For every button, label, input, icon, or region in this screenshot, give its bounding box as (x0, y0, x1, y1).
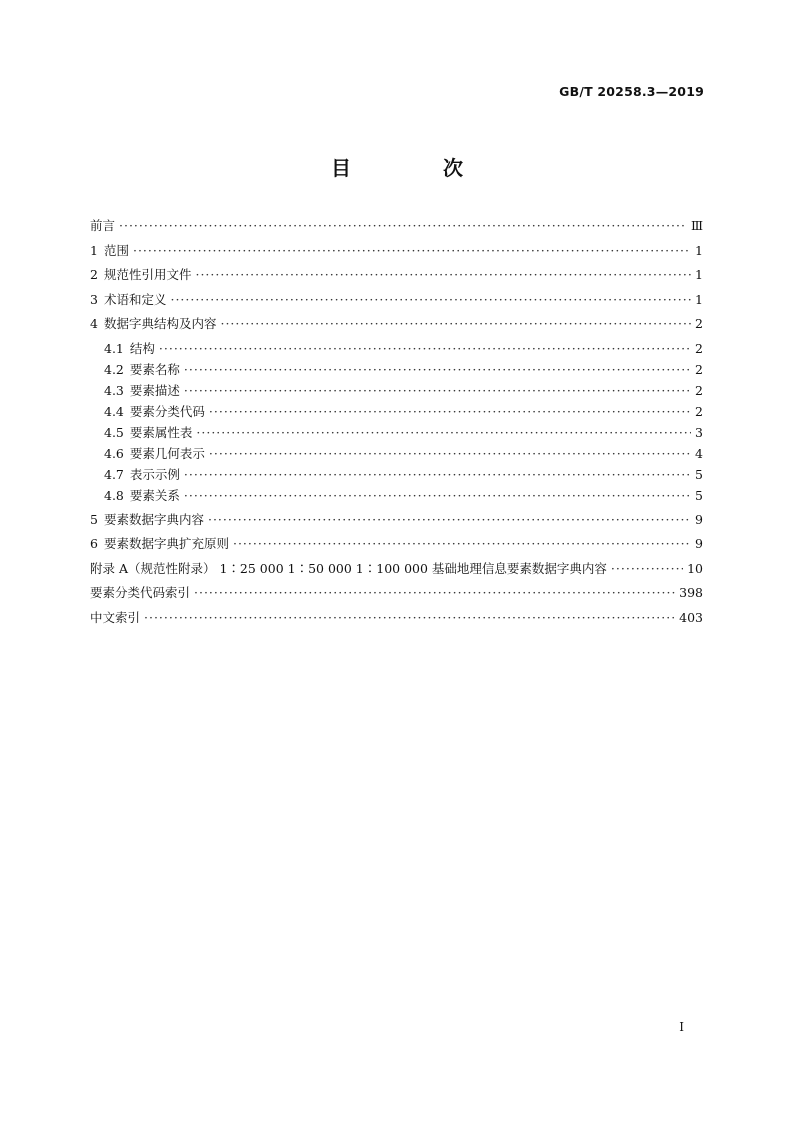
toc-leader-dots (184, 362, 691, 377)
toc-entry-page: 3 (695, 424, 703, 440)
toc-entry-title: 要素名称 (129, 361, 180, 377)
toc-entry-title: 规范性引用文件 (103, 267, 192, 282)
toc-leader-dots (611, 561, 683, 576)
toc-leader-dots (220, 316, 691, 331)
toc-entry-number: 5 (90, 511, 98, 527)
toc-entry-number: 3 (90, 291, 98, 307)
toc-entry[interactable] (90, 510, 703, 535)
toc-entry-page: 2 (695, 340, 703, 356)
toc-leader-dots (119, 218, 687, 233)
toc-entry-title: 前言 (90, 218, 116, 233)
toc-entry-page: 2 (695, 403, 703, 419)
toc-subentry[interactable] (90, 339, 703, 360)
toc-leader-dots (233, 536, 691, 551)
toc-entry-title: 要素分类代码索引 (90, 585, 191, 600)
toc-subentry[interactable] (90, 444, 703, 465)
toc-entry-title: 附录 A（规范性附录） 1∶25 000 1∶50 000 1∶100 000 基础地理信息要素数据字典内容 (90, 560, 607, 576)
toc-entry-number: 4.6 (104, 445, 124, 461)
toc-leader-dots (208, 512, 691, 527)
toc-entry[interactable] (90, 314, 703, 339)
toc-entry-page: 4 (695, 445, 703, 461)
toc-entry-page: 2 (695, 361, 703, 377)
toc-entry-page: 9 (695, 511, 703, 527)
toc-subentry[interactable] (90, 486, 703, 507)
toc-subentry[interactable] (90, 381, 703, 402)
toc-entry-page: 2 (695, 316, 703, 331)
toc-subentry[interactable] (90, 465, 703, 486)
toc-entry-number: 4.5 (104, 424, 124, 440)
toc-leader-dots (209, 446, 691, 461)
toc-entry[interactable] (90, 216, 703, 241)
toc-entry[interactable] (90, 534, 703, 559)
toc-leader-dots (196, 425, 691, 440)
toc-entry-page: 398 (679, 585, 703, 600)
toc-entry-chinese-index[interactable] (90, 608, 703, 633)
toc-entry-title: 要素描述 (129, 382, 180, 398)
toc-entry-page: 5 (695, 466, 703, 482)
toc-entry-title: 要素分类代码 (129, 403, 205, 419)
toc-entry-title: 要素关系 (129, 487, 180, 503)
toc-entry-number: 2 (90, 267, 98, 282)
toc-entry-page: 2 (695, 382, 703, 398)
toc-leader-dots (184, 467, 691, 482)
toc-entry-page: 403 (679, 609, 703, 625)
toc-entry-page: 5 (695, 487, 703, 503)
toc-leader-dots (144, 610, 675, 625)
toc-entry[interactable] (90, 290, 703, 315)
toc-entry-title: 要素属性表 (129, 424, 193, 440)
toc-leader-dots (209, 404, 691, 419)
toc-entry-page: 9 (695, 536, 703, 551)
toc-entry-title: 术语和定义 (103, 291, 167, 307)
toc-entry-number: 4.8 (104, 487, 124, 503)
toc-leader-dots (184, 383, 691, 398)
toc-entry-number: 4.1 (104, 340, 124, 356)
toc-entry-page: 1 (695, 291, 703, 307)
standard-code: GB/T 20258.3—2019 (559, 84, 704, 99)
toc-entry-title: 范围 (103, 242, 129, 258)
toc-leader-dots (133, 243, 691, 258)
toc-entry-title: 要素数据字典扩充原则 (103, 536, 229, 551)
table-of-contents (90, 216, 703, 632)
toc-entry-number: 4.2 (104, 361, 124, 377)
toc-entry-page: 1 (695, 242, 703, 258)
toc-entry-title: 要素数据字典内容 (103, 511, 204, 527)
toc-entry-number: 4.4 (104, 403, 124, 419)
toc-subentry[interactable] (90, 402, 703, 423)
toc-entry-title: 数据字典结构及内容 (103, 316, 217, 331)
toc-leader-dots (184, 488, 691, 503)
toc-entry-page: 10 (687, 560, 703, 576)
toc-leader-dots (159, 341, 691, 356)
page-number: I (679, 1020, 684, 1034)
toc-leader-dots (195, 267, 691, 282)
toc-entry-page: Ⅲ (690, 218, 703, 233)
toc-entry-number: 1 (90, 242, 98, 258)
toc-entry-title: 中文索引 (90, 609, 141, 625)
toc-subentry[interactable] (90, 423, 703, 444)
toc-entry-number: 6 (90, 536, 98, 551)
toc-entry-title: 要素几何表示 (129, 445, 205, 461)
toc-entry-code-index[interactable] (90, 583, 703, 608)
toc-entry-number: 4.3 (104, 382, 124, 398)
toc-entry-number: 4.7 (104, 466, 124, 482)
page-title: 目 次 (331, 156, 499, 180)
toc-entry[interactable] (90, 241, 703, 266)
toc-leader-dots (170, 292, 691, 307)
toc-entry-annex-a[interactable] (90, 559, 703, 584)
toc-subentry[interactable] (90, 360, 703, 381)
toc-leader-dots (194, 585, 675, 600)
toc-entry-number: 4 (90, 316, 98, 331)
toc-entry[interactable] (90, 265, 703, 290)
toc-entry-title: 结构 (129, 340, 155, 356)
toc-entry-title: 表示示例 (129, 466, 180, 482)
toc-entry-page: 1 (695, 267, 703, 282)
